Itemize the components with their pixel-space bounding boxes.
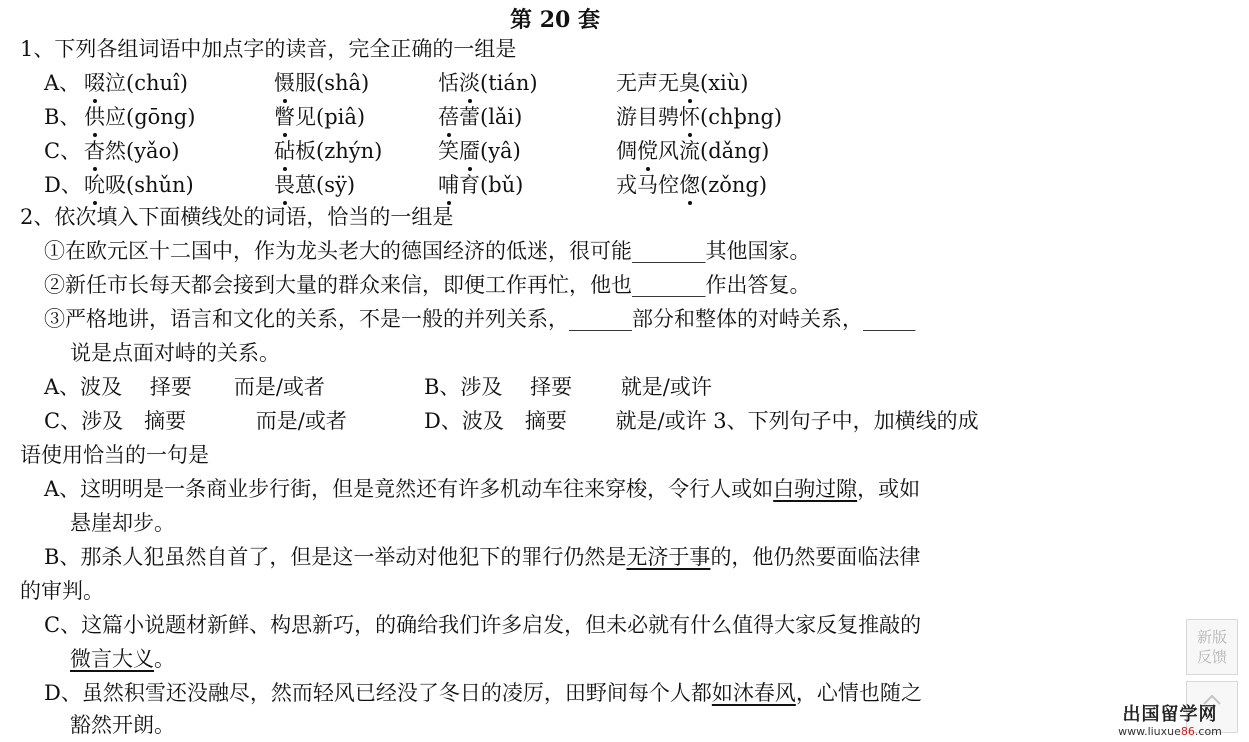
q1-word-part: 应(gōng) [105, 105, 196, 129]
q1-dotted-char: 靥 [459, 136, 480, 166]
q1-word-part: 笑 [438, 139, 459, 163]
q2-s2-text-a: ②新任市长每天都会接到大量的群众来信，即便工作再忙，他也 [44, 273, 632, 297]
q1-word [616, 102, 782, 132]
q1-option-d [0, 170, 1100, 200]
q1-dotted-char: 砧 [274, 136, 295, 166]
q1-word-part: 戎马倥 [616, 173, 679, 197]
q3-b-text-1: B、那杀人犯虽然自首了，但是这一举动对他犯下的罪行仍然是 [44, 545, 627, 569]
q1-word-part: 恬 [438, 71, 459, 95]
q1-option-b [0, 102, 1100, 132]
q1-word-part: (yâ) [480, 139, 521, 163]
q1-word-part: (zǒng) [700, 173, 768, 197]
q3-d-text-1: D、虽然积雪还没融尽，然而轻风已经没了冬日的凌厉，田野间每个人都 [44, 681, 712, 705]
q1-word [274, 102, 365, 132]
q1-word [438, 136, 521, 166]
q1-dotted-char: 慑 [274, 68, 295, 98]
q1-word [438, 68, 538, 98]
q1-dotted-char: 吮 [84, 170, 105, 200]
q1-word [84, 170, 194, 200]
q3-c-text-2: 。 [154, 647, 175, 671]
q1-word-part: 游目骋 [616, 105, 679, 129]
q1-word-part: (xiù) [700, 71, 749, 95]
q1-dotted-char: 蓓 [438, 102, 459, 132]
q2-option-d-row [424, 406, 979, 436]
q1-word-part: 泣(chuî) [105, 71, 188, 95]
q2-sentence-3 [44, 304, 916, 334]
q1-word [616, 136, 769, 166]
q1-option-label: A、 [44, 71, 81, 95]
q2-s1-text-a: ①在欧元区十二国中，作为龙头老大的德国经济的低迷，很可能 [44, 239, 632, 263]
q2-option-a: A、波及 择要 而是/或者 [44, 375, 325, 399]
feedback-label-line2: 反馈 [1196, 648, 1227, 666]
logo-url [1100, 726, 1240, 738]
q3-option-c: C、这篇小说题材新鲜、构思新巧，的确给我们许多启发，但未必就有什么值得大家反复推敲的 [44, 613, 922, 637]
q1-word [84, 102, 195, 132]
q3-b-text-2: 的，他仍然要面临法律 [710, 545, 921, 569]
q2-option-c: C、涉及 摘要 而是/或者 [44, 409, 347, 433]
q1-word-part: 吸(shǔn) [105, 173, 194, 197]
q2-s1-text-b: 其他国家。 [705, 239, 811, 263]
q2-s3-blank-1: ______ [569, 307, 632, 331]
q3-a-idiom: 白驹过隙 [773, 477, 858, 501]
q1-word-part: (tián) [480, 71, 538, 95]
q1-word [438, 170, 523, 200]
q2-s2-text-b: 作出答复。 [705, 273, 811, 297]
q1-word [274, 68, 369, 98]
q1-word [84, 68, 188, 98]
q3-option-d [44, 678, 922, 708]
q3-d-idiom: 如沐春风 [711, 681, 796, 705]
q3-option-b [44, 542, 920, 572]
q3-stem-b: 语使用恰当的一句是 [20, 443, 209, 467]
logo-url-b: 86 [1180, 725, 1195, 738]
q1-word-part: 然(yǎo) [105, 139, 180, 163]
logo-url-c: .com [1194, 725, 1222, 738]
q1-stem: 1、下列各组词语中加点字的读音，完全正确的一组是 [20, 37, 517, 61]
q1-word-part: 倜 [616, 139, 637, 163]
q1-word [84, 136, 179, 166]
q1-word [616, 170, 767, 200]
q3-d-text-2: ，心情也随之 [795, 681, 922, 705]
q1-word-part: 见(piâ) [295, 105, 366, 129]
q1-word-part: 育(bǔ) [459, 173, 524, 197]
q2-option-b: B、涉及 择要 就是/或许 [424, 375, 712, 399]
q3-a-text-3: 悬崖却步。 [70, 511, 175, 535]
q2-s3-text-b: 部分和整体的对峙关系， [632, 307, 863, 331]
q3-b-idiom: 无济于事 [626, 545, 711, 569]
feedback-label-line1: 新版 [1196, 628, 1227, 646]
q1-word [438, 102, 522, 132]
q3-a-text-1: A、这明明是一条商业步行街，但是竟然还有许多机动车往来穿梭，令行人或如 [44, 477, 774, 501]
q1-dotted-char: 供 [84, 102, 105, 132]
q1-dotted-char: 傥 [637, 136, 658, 166]
q1-option-label: D、 [44, 173, 82, 197]
q1-word-part: 服(shâ) [295, 71, 370, 95]
page-title: 第 20 套 [510, 7, 600, 33]
q1-word-part: 蕾(lǎi) [459, 105, 523, 129]
q2-s2-blank: _______ [632, 273, 706, 297]
q2-s3-blank-2: _____ [863, 307, 916, 331]
q2-s3-text-a: ③严格地讲，语言和文化的关系，不是一般的并列关系， [44, 307, 569, 331]
q1-dotted-char: 怀 [679, 102, 700, 132]
q1-dotted-char: 偬 [679, 170, 700, 200]
logo-name: 出国留学网 [1122, 704, 1218, 725]
q2-sentence-2 [44, 270, 811, 300]
q1-dotted-char: 畏 [274, 170, 295, 200]
q1-word-part: 葸(sÿ) [295, 173, 356, 197]
q1-option-a [0, 68, 1100, 98]
q1-dotted-char: 臭 [679, 68, 700, 98]
q1-dotted-char: 淡 [459, 68, 480, 98]
q1-option-c [0, 136, 1100, 166]
feedback-button[interactable] [1186, 619, 1238, 675]
q2-option-d: D、波及 摘要 就是/或许 [424, 409, 707, 433]
q1-word-part: 板(zhýn) [295, 139, 383, 163]
q3-d-text-3: 豁然开朗。 [70, 713, 175, 737]
q1-word-part: 无声无 [616, 71, 679, 95]
q1-dotted-char: 杳 [84, 136, 105, 166]
q1-word [616, 68, 748, 98]
q1-word-part: 风流(dǎng) [658, 139, 770, 163]
q3-stem-a: 3、下列句子中，加横线的成 [713, 409, 979, 433]
q3-a-text-2: ，或如 [857, 477, 921, 501]
q3-c-idiom: 微言大义 [70, 647, 154, 671]
q1-word [274, 170, 355, 200]
q3-option-a [44, 474, 920, 504]
q1-word-part: (chþng) [700, 105, 783, 129]
q1-option-label: C、 [44, 139, 82, 163]
q2-s1-blank: _______ [632, 239, 706, 263]
q3-b-text-3: 的审判。 [20, 579, 104, 603]
q1-word [274, 136, 382, 166]
q2-s3-text-c: 说是点面对峙的关系。 [70, 341, 280, 365]
site-logo [1100, 704, 1240, 742]
logo-url-a: www.liuxue [1118, 725, 1181, 738]
q1-option-label: B、 [44, 105, 81, 129]
q1-dotted-char: 哺 [438, 170, 459, 200]
q3-option-c-line2 [70, 644, 175, 674]
q2-stem: 2、依次填入下面横线处的词语，恰当的一组是 [20, 205, 454, 229]
q2-sentence-1 [44, 236, 811, 266]
q1-dotted-char: 啜 [84, 68, 105, 98]
q1-dotted-char: 瞥 [274, 102, 295, 132]
